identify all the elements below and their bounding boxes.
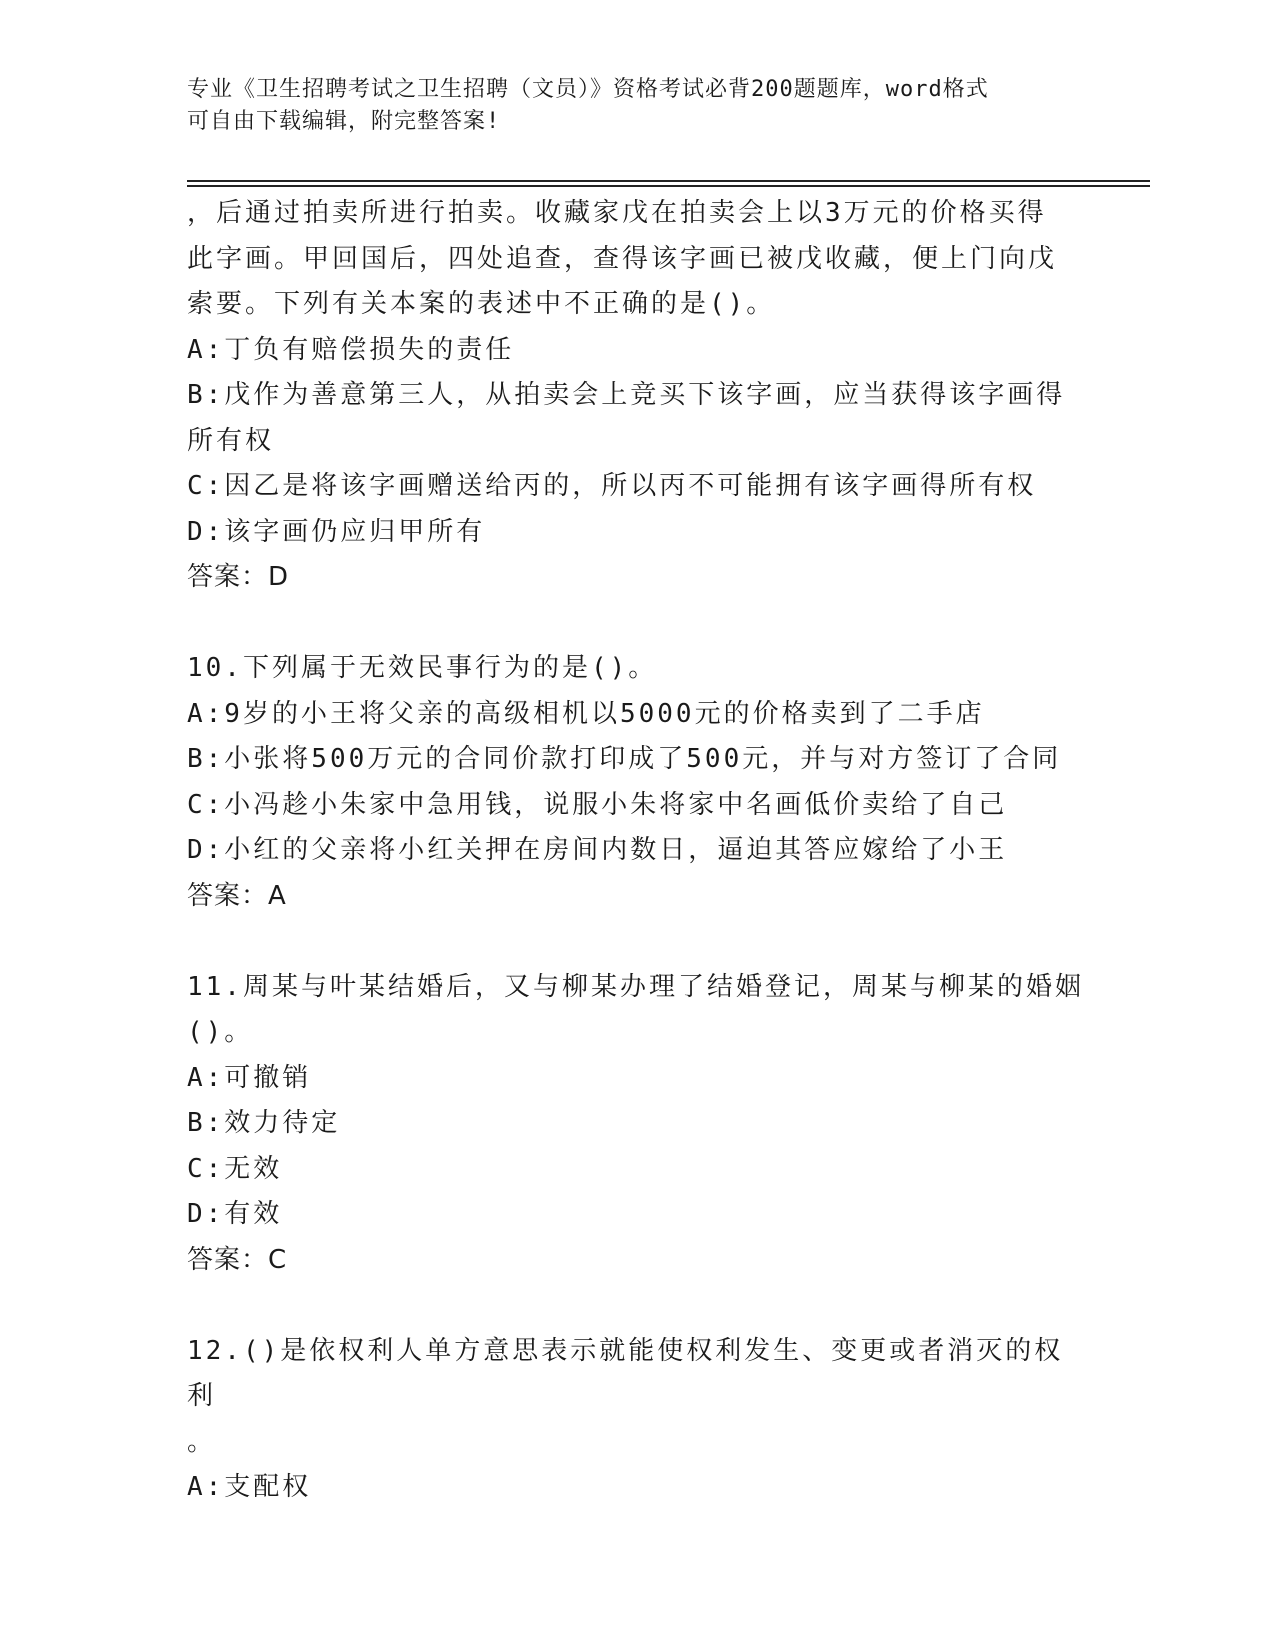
question-stem: ()。: [187, 1017, 254, 1047]
question-stem: ，后通过拍卖所进行拍卖。收藏家戊在拍卖会上以3万元的价格买得: [187, 198, 1047, 228]
option-c: C:小冯趁小朱家中急用钱，说服小朱将家中名画低价卖给了自己: [187, 789, 1008, 820]
question-stem: 此字画。甲回国后，四处追查，查得该字画已被戊收藏，便上门向戊: [187, 243, 1058, 274]
question-10: [187, 646, 1087, 919]
question-12: [187, 1329, 1087, 1511]
option-c: C:无效: [187, 1153, 283, 1184]
spacer: [187, 601, 1087, 647]
option-a: A:9岁的小王将父亲的高级相机以5000元的价格卖到了二手店: [187, 698, 985, 729]
document-header: [187, 74, 1087, 138]
header-divider-top: [187, 180, 1150, 182]
answer: 答案：D: [187, 562, 290, 592]
option-b: B:效力待定: [187, 1108, 341, 1138]
option-a: A:丁负有赔偿损失的责任: [187, 334, 515, 365]
question-stem: 。: [187, 1426, 217, 1457]
question-stem: 11.周某与叶某结婚后，又与柳某办理了结婚登记，周某与柳某的婚姻: [187, 971, 1084, 1002]
answer: 答案：C: [187, 1244, 288, 1275]
option-b: B:小张将500万元的合同价款打印成了500元，并与对方签订了合同: [187, 744, 1062, 774]
question-stem: 10.下列属于无效民事行为的是()。: [187, 653, 658, 683]
option-d: D:该字画仍应归甲所有: [187, 516, 486, 547]
option-b: B:戊作为善意第三人，从拍卖会上竞买下该字画，应当获得该字画得: [187, 380, 1066, 410]
question-11: [187, 965, 1087, 1284]
question-stem: 索要。下列有关本案的表述中不正确的是()。: [187, 289, 776, 319]
question-9: [187, 191, 1087, 601]
option-a: A:可撤销: [187, 1062, 312, 1093]
spacer: [187, 1283, 1087, 1329]
option-c: C:因乙是将该字画赠送给丙的，所以丙不可能拥有该字画得所有权: [187, 471, 1037, 501]
header-line-2: 可自由下载编辑，附完整答案!: [187, 109, 501, 134]
header-line-1: 专业《卫生招聘考试之卫生招聘（文员）》资格考试必背200题题库，word格式: [187, 77, 989, 102]
option-d: D:有效: [187, 1199, 283, 1229]
question-content: [187, 191, 1087, 1511]
option-b-continued: 所有权: [187, 425, 275, 456]
header-divider-bottom: [187, 185, 1150, 187]
spacer: [187, 919, 1087, 965]
option-d: D:小红的父亲将小红关押在房间内数日，逼迫其答应嫁给了小王: [187, 835, 1008, 865]
option-a: A:支配权: [187, 1472, 312, 1502]
answer: 答案：A: [187, 880, 287, 911]
question-stem: 12.()是依权利人单方意思表示就能使权利发生、变更或者消灭的权利: [187, 1335, 1064, 1411]
